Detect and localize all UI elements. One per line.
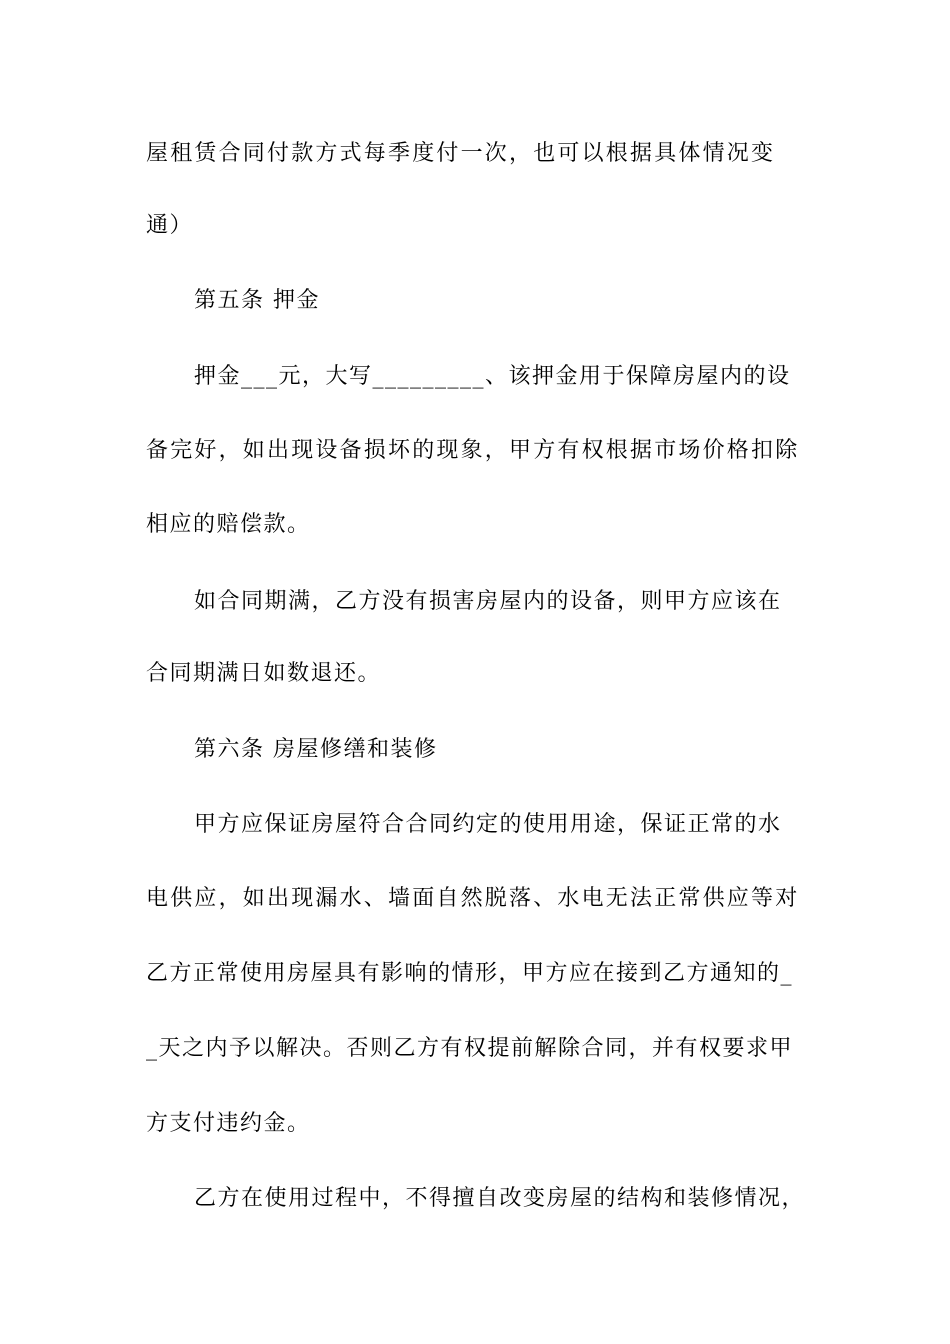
paragraph-line: 屋租赁合同付款方式每季度付一次，也可以根据具体情况变 [146, 141, 776, 166]
paragraph-line: 甲方应保证房屋符合合同约定的使用用途，保证正常的水 [194, 812, 782, 837]
paragraph-line: 如合同期满，乙方没有损害房屋内的设备，则甲方应该在 [194, 589, 782, 614]
paragraph-line: 合同期满日如数退还。 [146, 661, 382, 686]
section-heading: 第六条 房屋修缮和装修 [194, 737, 438, 762]
paragraph-line: 备完好，如出现设备损坏的现象，甲方有权根据市场价格扣除 [146, 438, 800, 463]
paragraph-line: 相应的赔偿款。 [146, 512, 311, 537]
paragraph-line: 方支付违约金。 [146, 1111, 311, 1136]
paragraph-line: 通） [146, 213, 194, 238]
paragraph-line: 乙方在使用过程中，不得擅自改变房屋的结构和装修情况， [194, 1186, 806, 1211]
paragraph-line: 乙方正常使用房屋具有影响的情形，甲方应在接到乙方通知的_ [146, 961, 794, 986]
paragraph-line: 押金___元，大写_________、该押金用于保障房屋内的设 [194, 364, 791, 389]
paragraph-line: 电供应，如出现漏水、墙面自然脱落、水电无法正常供应等对 [146, 886, 800, 911]
section-heading: 第五条 押金 [194, 288, 320, 313]
paragraph-line: _天之内予以解决。否则乙方有权提前解除合同，并有权要求甲 [146, 1036, 794, 1061]
